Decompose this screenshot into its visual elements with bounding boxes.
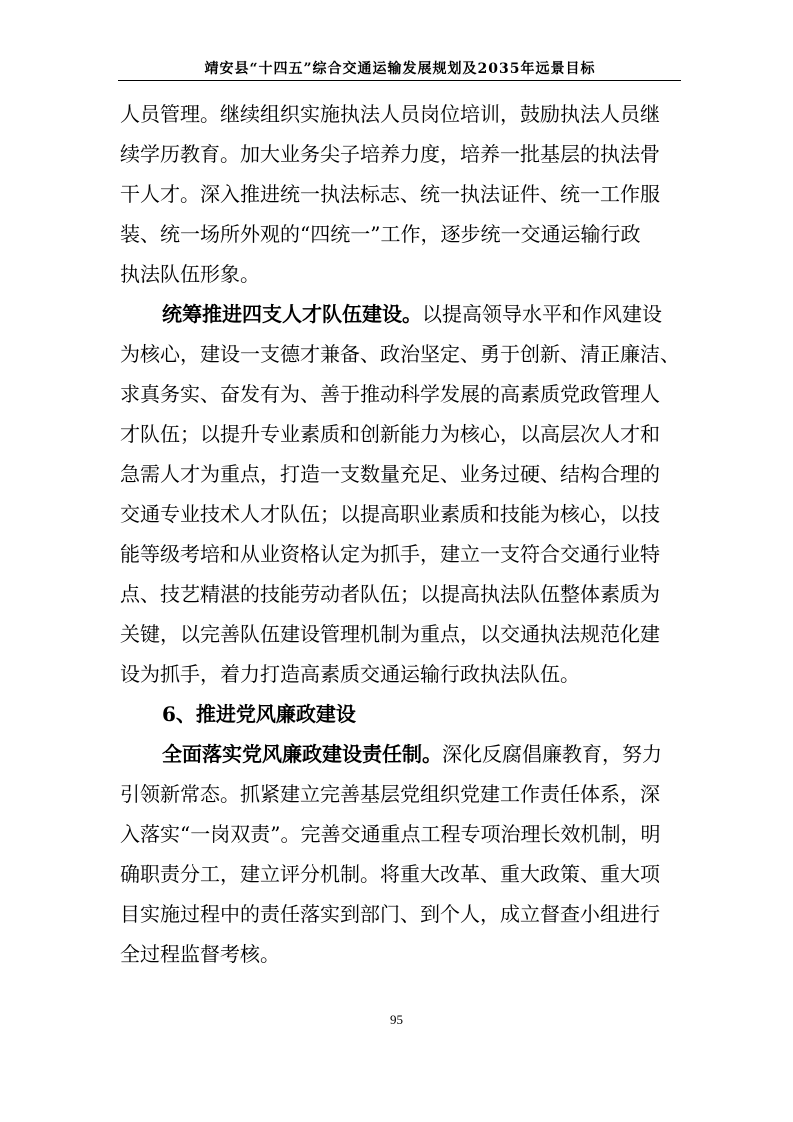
text-line: 关键，以完善队伍建设管理机制为重点，以交通执法规范化建 xyxy=(120,622,660,646)
text-line: 求真务实、奋发有为、善于推动科学发展的高素质党政管理人 xyxy=(120,382,660,406)
text-line: 交通专业技术人才队伍；以提高职业素质和技能为核心，以技 xyxy=(120,502,660,526)
text-line: 干人才。深入推进统一执法标志、统一执法证件、统一工作服 xyxy=(120,182,660,206)
text-line: 目实施过程中的责任落实到部门、到个人，成立督查小组进行 xyxy=(120,902,660,926)
text-line: 能等级考培和从业资格认定为抓手，建立一支符合交通行业特 xyxy=(120,542,660,566)
text-line: 为核心，建设一支德才兼备、政治坚定、勇于创新、清正廉洁、 xyxy=(120,342,680,366)
text-line: 设为抓手，着力打造高素质交通运输行政执法队伍。 xyxy=(120,662,580,686)
text-line: 续学历教育。加大业务尖子培养力度，培养一批基层的执法骨 xyxy=(120,142,660,166)
running-header: 靖安县“十四五”综合交通运输发展规划及2035年远景目标 xyxy=(204,61,596,77)
section-heading: 6、推进党风廉政建设 xyxy=(162,702,356,726)
document-body xyxy=(120,94,690,974)
text-line: 点、技艺精湛的技能劳动者队伍；以提高执法队伍整体素质为 xyxy=(120,582,660,606)
text-line: 全过程监督考核。 xyxy=(120,942,280,966)
text-line: 人员管理。继续组织实施执法人员岗位培训，鼓励执法人员继 xyxy=(120,102,660,126)
text-line: 引领新常态。抓紧建立完善基层党组织党建工作责任体系，深 xyxy=(120,782,660,806)
header-rule xyxy=(118,80,681,81)
text-line: 统筹推进四支人才队伍建设。以提高领导水平和作风建设 xyxy=(162,302,662,326)
text-line: 确职责分工，建立评分机制。将重大改革、重大政策、重大项 xyxy=(120,862,660,886)
text-line: 急需人才为重点，打造一支数量充足、业务过硬、结构合理的 xyxy=(120,462,660,486)
text-line: 才队伍；以提升专业素质和创新能力为核心，以高层次人才和 xyxy=(120,422,660,446)
text-line: 装、统一场所外观的“四统一”工作，逐步统一交通运输行政 xyxy=(120,222,641,246)
text-line: 执法队伍形象。 xyxy=(120,262,260,286)
page-number: 95 xyxy=(390,1012,403,1027)
text-line: 入落实“一岗双责”。完善交通重点工程专项治理长效机制，明 xyxy=(120,822,661,846)
text-line: 全面落实党风廉政建设责任制。深化反腐倡廉教育，努力 xyxy=(162,742,662,766)
